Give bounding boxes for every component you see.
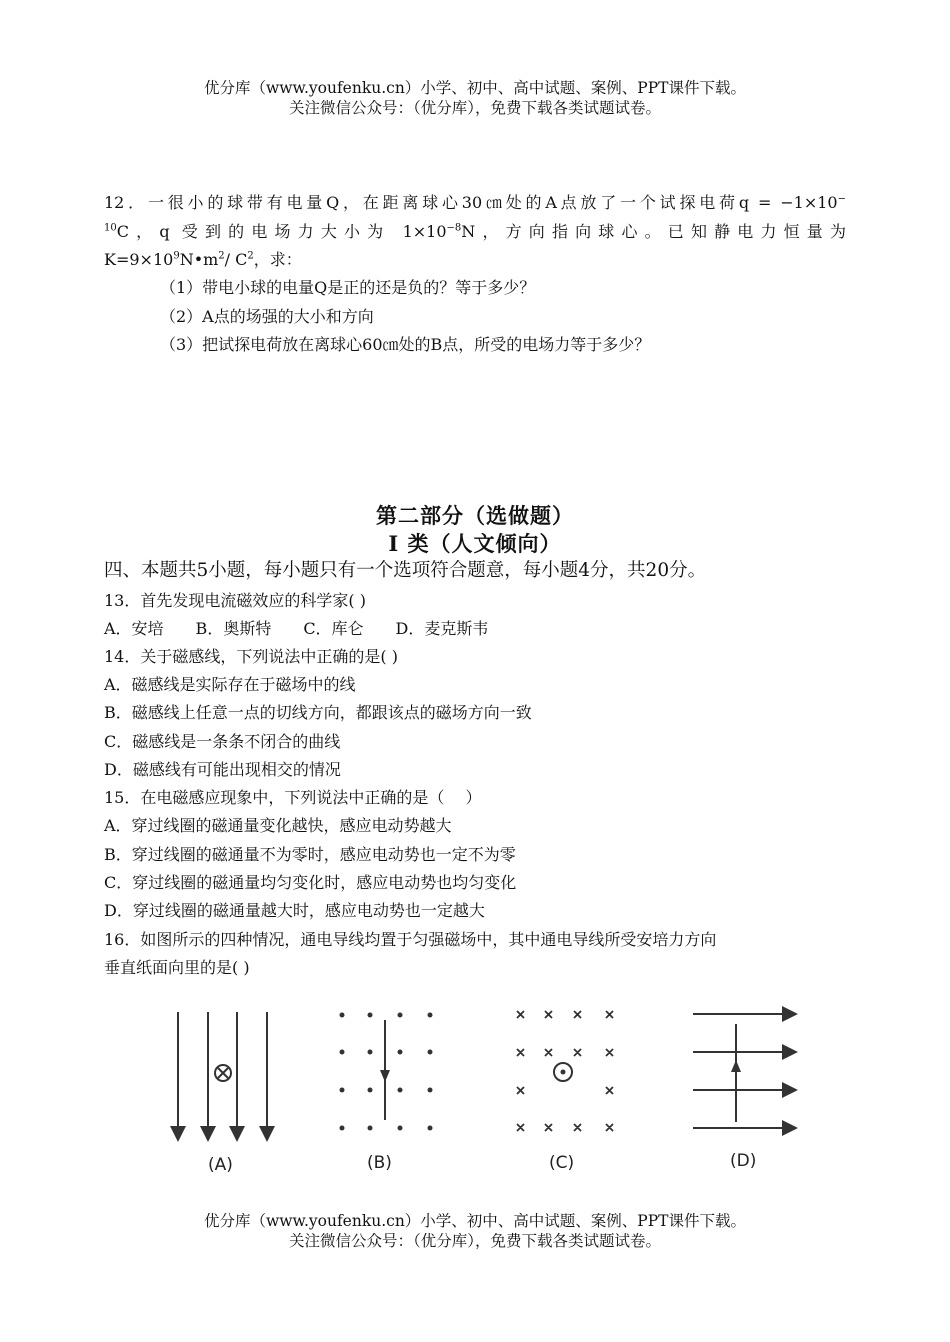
q12-sub-3: （3）把试探电荷放在离球心60㎝处的B点，所受的电场力等于多少？ — [160, 335, 651, 354]
q12-line-1: 12．一很小的球带有电量Q，在距离球心30㎝处的A点放了一个试探电荷q = −1×10− — [104, 193, 846, 212]
figure-label-c: (C) — [549, 1153, 575, 1173]
q15-option-c: C．穿过线圈的磁通量均匀变化时，感应电动势也均匀变化 — [104, 873, 517, 892]
q16-figure — [160, 1000, 810, 1180]
q14-option-c: C．磁感线是一条条不闭合的曲线 — [104, 732, 341, 751]
figure-label-d: (D) — [730, 1151, 757, 1171]
part2-intro: 四、本题共5小题，每小题只有一个选项符合题意，每小题4分，共20分。 — [104, 560, 707, 581]
q12-line-3: $K=9\times 10^9N•m^2/$ $C^2$，求： — [104, 250, 302, 269]
q15-option-d: D．穿过线圈的磁通量越大时，感应电动势也一定越大 — [104, 901, 485, 920]
q12-sub-1: （1）带电小球的电量Q是正的还是负的？等于多少？ — [160, 278, 536, 297]
q14-option-d: D．磁感线有可能出现相交的情况 — [104, 760, 341, 779]
figure-d — [693, 1014, 790, 1128]
header-line-2: 关注微信公众号：（优分库），免费下载各类试题试卷。 — [288, 99, 661, 117]
q14-option-a: A．磁感线是实际存在于磁场中的线 — [104, 675, 356, 694]
current-up-arrow-icon — [731, 1060, 741, 1072]
header-line-1: 优分库（www.youfenku.cn）小学、初中、高中试题、案例、PPT课件下载。 — [203, 79, 747, 97]
q12-sub-2: （2）A点的场强的大小和方向 — [160, 307, 374, 326]
q15-stem: 15．在电磁感应现象中，下列说法中正确的是（ ） — [104, 788, 482, 807]
q15-option-a: A．穿过线圈的磁通量变化越快，感应电动势越大 — [104, 816, 452, 835]
q14-option-b: B．磁感线上任意一点的切线方向，都跟该点的磁场方向一致 — [104, 703, 532, 722]
figure-label-b: (B) — [367, 1153, 392, 1173]
footer-line-1: 优分库（www.youfenku.cn）小学、初中、高中试题、案例、PPT课件下载。 — [203, 1212, 747, 1230]
figure-a — [178, 1012, 267, 1134]
part2-subtitle: Ⅰ 类（人文倾向） — [388, 531, 562, 556]
part2-title: 第二部分（选做题） — [376, 503, 574, 528]
figure-label-a: (A) — [208, 1155, 233, 1175]
q15-option-b: B．穿过线圈的磁通量不为零时，感应电动势也一定不为零 — [104, 845, 516, 864]
q13-options: A．安培 B．奥斯特 C．库仑 D．麦克斯韦 — [104, 619, 489, 638]
current-down-arrow-icon — [380, 1070, 390, 1082]
q14-stem: 14．关于磁感线，下列说法中正确的是( ) — [104, 647, 398, 666]
q13-stem: 13．首先发现电流磁效应的科学家( ) — [104, 591, 366, 610]
footer-line-2: 关注微信公众号：（优分库），免费下载各类试题试卷。 — [288, 1232, 661, 1250]
q12-line-2: $^{10}$C，q 受到的电场力大小为 $1\times 10^{-8}N$，方向指向球心。已知静电力恒量为 — [104, 222, 846, 241]
figure-c — [517, 1011, 613, 1131]
q16-line-1: 16．如图所示的四种情况，通电导线均置于匀强磁场中，其中通电导线所受安培力方向 — [104, 930, 717, 949]
q16-line-2: 垂直纸面向里的是( ) — [104, 958, 250, 977]
figure-b — [340, 1013, 433, 1131]
